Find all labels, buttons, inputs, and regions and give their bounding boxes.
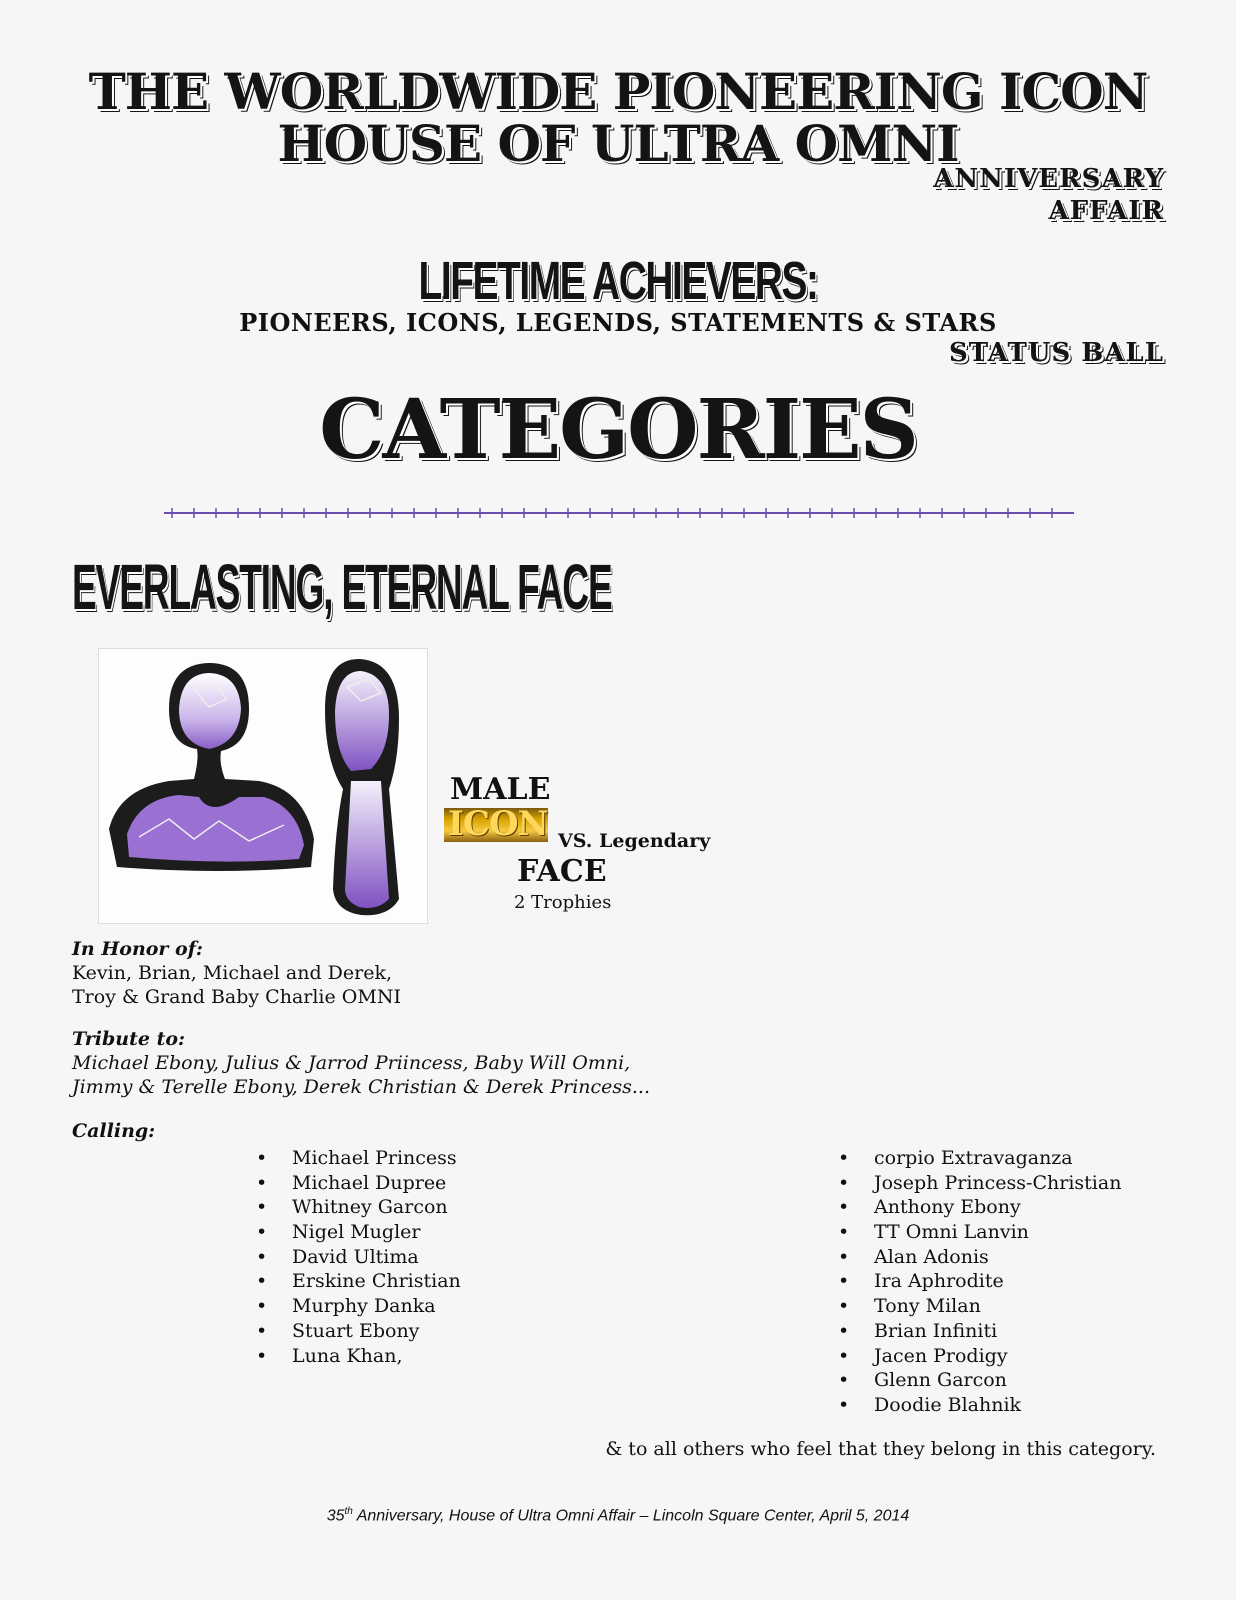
- honor-line-2: Troy & Grand Baby Charlie OMNI: [72, 986, 401, 1008]
- male-label: MALE: [450, 772, 551, 807]
- calling-list-right: [838, 1146, 1121, 1418]
- footer: [0, 1506, 1236, 1525]
- calling-list-item: • TT Omni Lanvin: [838, 1220, 1121, 1245]
- calling-list-item: • Michael Princess: [256, 1146, 461, 1171]
- calling-list-item: • Tony Milan: [838, 1294, 1121, 1319]
- calling-list-item: • Alan Adonis: [838, 1245, 1121, 1270]
- honor-line-1: Kevin, Brian, Michael and Derek,: [72, 962, 393, 984]
- calling-list-item: • Luna Khan,: [256, 1344, 461, 1369]
- mannequin-heads-image: [98, 648, 428, 924]
- calling-list-item: • Stuart Ebony: [256, 1319, 461, 1344]
- decorative-divider: [164, 506, 1074, 520]
- calling-list-item: • Jacen Prodigy: [838, 1344, 1121, 1369]
- title-line-2: HOUSE OF ULTRA OMNI: [277, 114, 959, 173]
- icon-label: ICON: [448, 804, 548, 844]
- footer-number: 35: [326, 1507, 345, 1525]
- calling-list-item: • Erskine Christian: [256, 1269, 461, 1294]
- calling-list-item: • Brian Infiniti: [838, 1319, 1121, 1344]
- vs-legendary-label: VS. Legendary: [558, 830, 711, 852]
- anniversary-line-1: ANNIVERSARY: [933, 164, 1164, 194]
- categories-heading: CATEGORIES: [319, 382, 917, 478]
- anniversary-line-2: AFFAIR: [1048, 196, 1164, 226]
- tribute-line-1: Michael Ebony, Julius & Jarrod Priincess, Baby Will Omni,: [72, 1052, 631, 1074]
- calling-list-item: • Nigel Mugler: [256, 1220, 461, 1245]
- status-ball-label: STATUS BALL: [948, 338, 1164, 368]
- calling-list-item: • corpio Extravaganza: [838, 1146, 1121, 1171]
- footer-superscript: th: [344, 1506, 353, 1517]
- calling-list-item: • Anthony Ebony: [838, 1195, 1121, 1220]
- calling-list-item: • Whitney Garcon: [256, 1195, 461, 1220]
- tribute-line-2: Jimmy & Terelle Ebony, Derek Christian & Derek Princess...: [72, 1076, 651, 1098]
- trophies-label: 2 Trophies: [514, 892, 612, 913]
- calling-list-item: • Joseph Princess-Christian: [838, 1171, 1121, 1196]
- footer-text: Anniversary, House of Ultra Omni Affair – Lincoln Square Center, April 5, 2014: [352, 1507, 910, 1525]
- lifetime-achievers-heading: LIFETIME ACHIEVERS:: [418, 251, 818, 311]
- calling-list-left: [256, 1146, 461, 1368]
- calling-list-item: • Michael Dupree: [256, 1171, 461, 1196]
- calling-list-item: • Ira Aphrodite: [838, 1269, 1121, 1294]
- in-honor-label: In Honor of:: [72, 938, 203, 960]
- closing-note: & to all others who feel that they belong in this category.: [605, 1438, 1156, 1460]
- calling-list-item: • Glenn Garcon: [838, 1368, 1121, 1393]
- face-label: FACE: [517, 854, 607, 889]
- calling-list-item: • David Ultima: [256, 1245, 461, 1270]
- pioneers-subtitle: PIONEERS, ICONS, LEGENDS, STATEMENTS & STARS: [239, 308, 997, 337]
- calling-list-item: • Murphy Danka: [256, 1294, 461, 1319]
- calling-list-item: • Doodie Blahnik: [838, 1393, 1121, 1418]
- calling-label: Calling:: [72, 1120, 156, 1142]
- title-line-1: THE WORLDWIDE PIONEERING ICON: [88, 62, 1148, 121]
- tribute-label: Tribute to:: [72, 1028, 186, 1050]
- section-title: EVERLASTING, ETERNAL FACE: [72, 551, 612, 623]
